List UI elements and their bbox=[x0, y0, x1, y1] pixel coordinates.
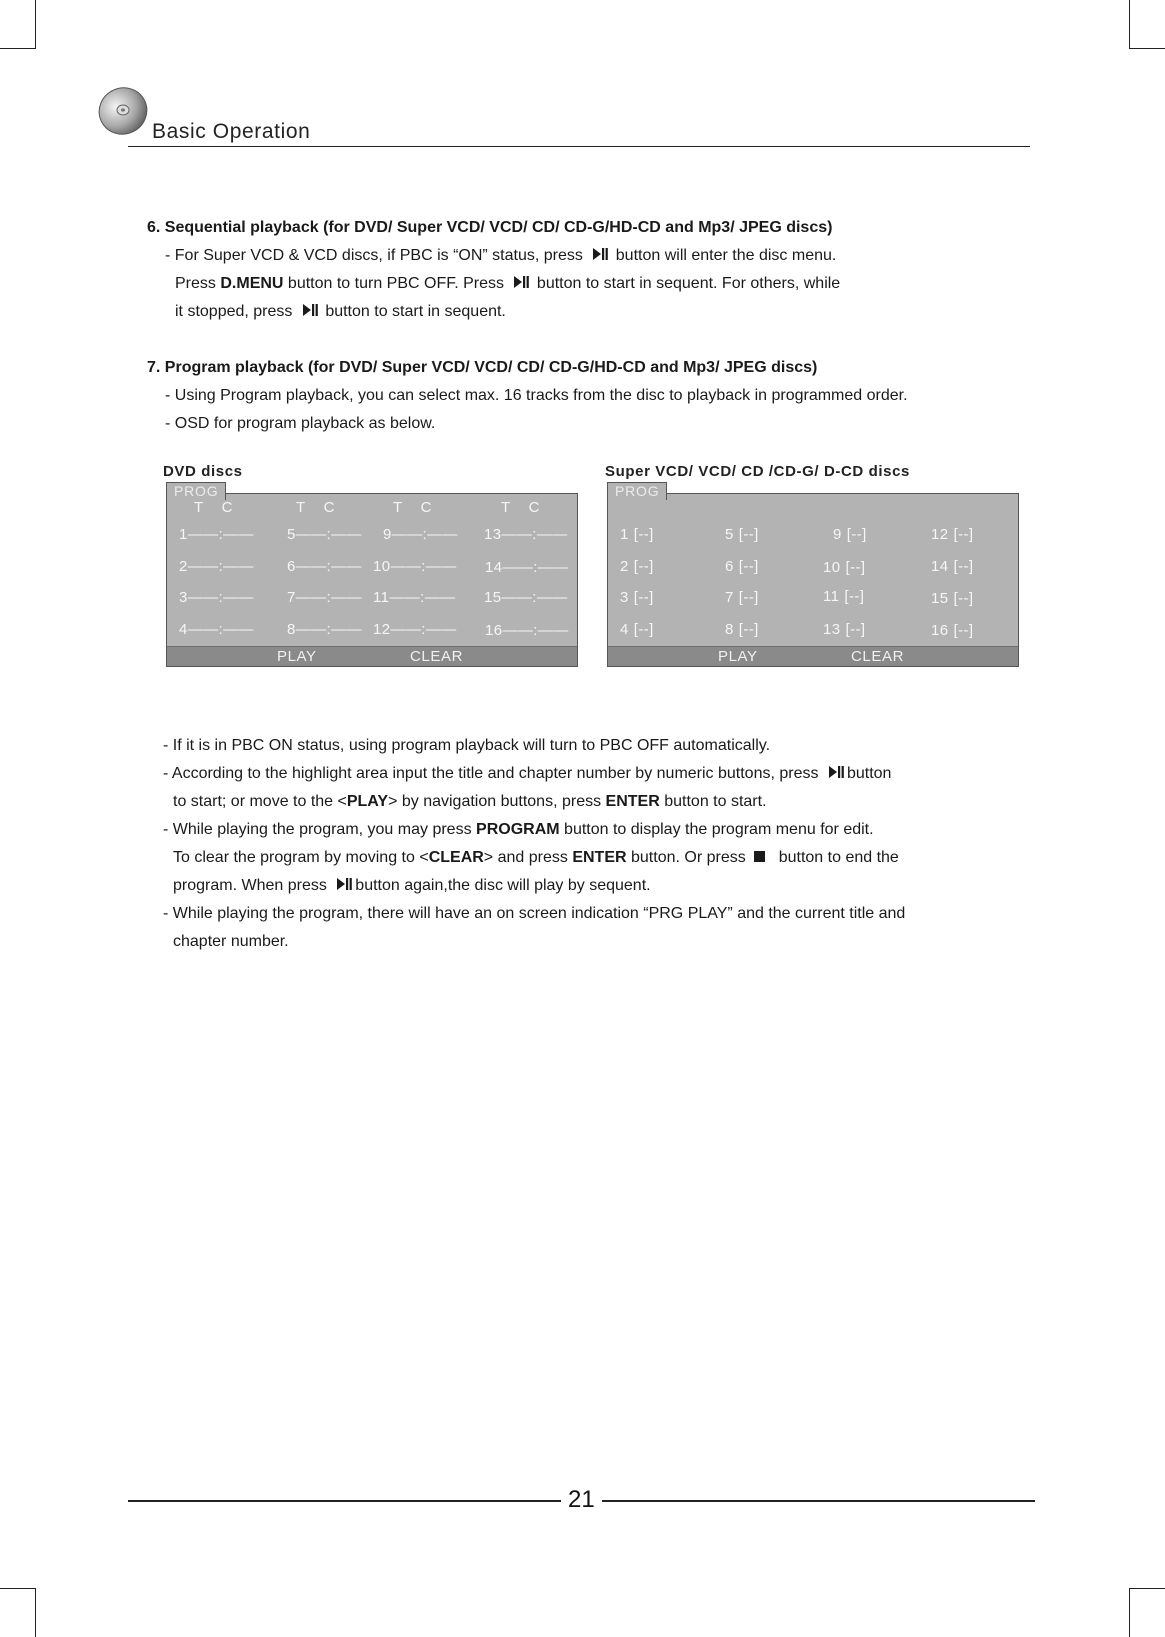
program-slot[interactable]: 6 [--] bbox=[725, 558, 759, 575]
program-entry[interactable]: 14——:—— bbox=[485, 559, 569, 576]
note-line: to start; or move to the <PLAY> by navigation buttons, press ENTER button to start. bbox=[173, 793, 767, 810]
dvd-caption: DVD discs bbox=[163, 463, 243, 480]
section-7-heading: 7. Program playback (for DVD/ Super VCD/ VCD/ CD/ CD-G/HD-CD and Mp3/ JPEG discs) bbox=[147, 359, 818, 376]
program-entry[interactable]: 16——:—— bbox=[485, 622, 569, 639]
crop-mark-bottom-left bbox=[0, 1588, 36, 1637]
program-slot[interactable]: 7 [--] bbox=[725, 589, 759, 606]
note-line: - If it is in PBC ON status, using program playback will turn to PBC OFF automatically. bbox=[163, 737, 771, 754]
program-slot[interactable]: 3 [--] bbox=[620, 589, 654, 606]
play-pause-icon bbox=[589, 247, 609, 261]
crop-mark-bottom-right bbox=[1129, 1588, 1165, 1637]
note-line: - While playing the program, there will have an on screen indication “PRG PLAY” and the current title and bbox=[163, 905, 906, 922]
osd-action-bar bbox=[167, 646, 577, 666]
dvd-program-osd bbox=[166, 483, 578, 667]
stop-icon bbox=[754, 851, 765, 862]
note-line: - While playing the program, you may press PROGRAM button to display the program menu for edit. bbox=[163, 821, 874, 838]
prog-tab: PROG bbox=[166, 482, 226, 500]
program-entry[interactable]: 15——:—— bbox=[484, 589, 568, 606]
section-7-line-2: - OSD for program playback as below. bbox=[165, 415, 436, 432]
program-slot[interactable]: 5 [--] bbox=[725, 526, 759, 543]
play-option[interactable]: PLAY bbox=[718, 648, 758, 665]
program-slot[interactable]: 13 [--] bbox=[823, 621, 866, 638]
column-header-tc: T C bbox=[501, 499, 540, 516]
play-pause-icon bbox=[299, 303, 319, 317]
program-entry[interactable]: 7——:—— bbox=[287, 589, 362, 606]
footer-rule-left bbox=[128, 1500, 561, 1502]
column-header-tc: T C bbox=[194, 499, 233, 516]
page-number: 21 bbox=[568, 1486, 595, 1513]
page-header bbox=[95, 86, 1035, 148]
column-header-tc: T C bbox=[393, 499, 432, 516]
program-slot[interactable]: 14 [--] bbox=[931, 558, 974, 575]
note-line: chapter number. bbox=[173, 933, 289, 950]
crop-mark-top-right bbox=[1129, 0, 1165, 49]
program-entry[interactable]: 12——:—— bbox=[373, 621, 457, 638]
vcd-caption: Super VCD/ VCD/ CD /CD-G/ D-CD discs bbox=[605, 463, 910, 480]
program-entry[interactable]: 10——:—— bbox=[373, 558, 457, 575]
program-entry[interactable]: 6——:—— bbox=[287, 558, 362, 575]
dmenu-keyword: D.MENU bbox=[220, 275, 284, 292]
section-6-line-3: it stopped, press button to start in sequent. bbox=[175, 303, 506, 320]
osd-action-bar bbox=[608, 646, 1018, 666]
clear-option[interactable]: CLEAR bbox=[410, 648, 464, 665]
program-slot[interactable]: 16 [--] bbox=[931, 622, 974, 639]
program-slot[interactable]: 15 [--] bbox=[931, 590, 974, 607]
section-6-line-2: Press D.MENU button to turn PBC OFF. Press button to start in sequent. For others, while bbox=[175, 275, 841, 292]
section-6-heading: 6. Sequential playback (for DVD/ Super VCD/ VCD/ CD/ CD-G/HD-CD and Mp3/ JPEG discs) bbox=[147, 219, 833, 236]
play-option[interactable]: PLAY bbox=[277, 648, 317, 665]
program-entry[interactable]: 3——:—— bbox=[179, 589, 254, 606]
program-slot[interactable]: 11 [--] bbox=[823, 588, 865, 605]
play-pause-icon bbox=[825, 765, 845, 779]
disc-icon bbox=[95, 86, 157, 148]
program-entry[interactable]: 2——:—— bbox=[179, 558, 254, 575]
note-line: program. When press button again,the disc will play by sequent. bbox=[173, 877, 651, 894]
page-title: Basic Operation bbox=[152, 120, 311, 143]
header-rule bbox=[128, 146, 1030, 147]
program-entry[interactable]: 4——:—— bbox=[179, 621, 254, 638]
program-entry[interactable]: 13——:—— bbox=[484, 526, 568, 543]
prog-tab: PROG bbox=[607, 482, 667, 500]
column-header-tc: T C bbox=[296, 499, 335, 516]
program-entry[interactable]: 11——:—— bbox=[373, 589, 456, 606]
play-pause-icon bbox=[333, 877, 353, 891]
program-slot[interactable]: 2 [--] bbox=[620, 558, 654, 575]
play-pause-icon bbox=[510, 275, 530, 289]
program-slot[interactable]: 10 [--] bbox=[823, 559, 866, 576]
section-7-line-1: - Using Program playback, you can select max. 16 tracks from the disc to playback in programmed order. bbox=[165, 387, 908, 404]
program-slot[interactable]: 8 [--] bbox=[725, 621, 759, 638]
program-slot[interactable]: 12 [--] bbox=[931, 526, 974, 543]
program-entry[interactable]: 8——:—— bbox=[287, 621, 362, 638]
vcd-program-osd bbox=[607, 483, 1019, 667]
note-line: - According to the highlight area input the title and chapter number by numeric buttons, press button bbox=[163, 765, 892, 782]
footer-rule-right bbox=[602, 1500, 1035, 1502]
program-slot[interactable]: 1 [--] bbox=[620, 526, 654, 543]
notes bbox=[163, 732, 1043, 956]
main-content bbox=[147, 214, 1027, 438]
section-6-line-1: - For Super VCD & VCD discs, if PBC is “ON” status, press button will enter the disc menu. bbox=[165, 247, 837, 264]
program-entry[interactable]: 1——:—— bbox=[179, 526, 254, 543]
clear-option[interactable]: CLEAR bbox=[851, 648, 905, 665]
crop-mark-top-left bbox=[0, 0, 36, 49]
note-line: To clear the program by moving to <CLEAR> and press ENTER button. Or press button to end the bbox=[173, 849, 899, 866]
program-entry[interactable]: 9——:—— bbox=[383, 526, 458, 543]
program-entry[interactable]: 5——:—— bbox=[287, 526, 362, 543]
program-slot[interactable]: 9 [--] bbox=[833, 526, 867, 543]
program-slot[interactable]: 4 [--] bbox=[620, 621, 654, 638]
